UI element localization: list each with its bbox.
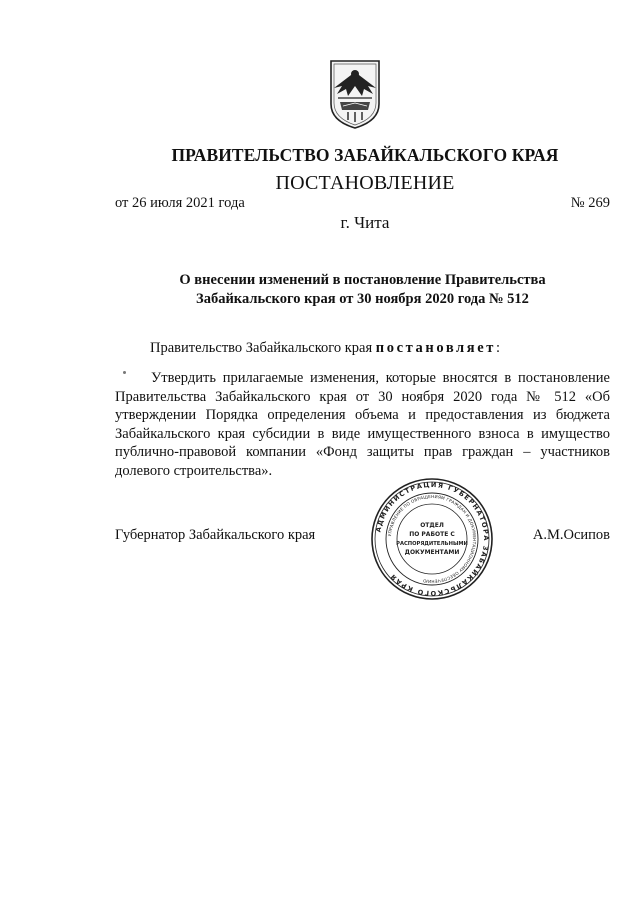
- document-city: г. Чита: [340, 213, 390, 232]
- stamp-center-line-1: ОТДЕЛ: [420, 522, 444, 529]
- document-date: от 26 июля 2021 года: [115, 195, 245, 211]
- organization-title: ПРАВИТЕЛЬСТВО ЗАБАЙКАЛЬСКОГО КРАЯ: [171, 145, 559, 165]
- stamp-center-line-3: РАСПОРЯДИТЕЛЬНЫМИ: [396, 541, 468, 547]
- stamp-inner-text: УПРАВЛЕНИЕ ПО ОБРАЩЕНИЯМ ГРАЖДАН И ДОКУМЕНТАЦИОННОМУ ОБЕСПЕЧЕНИЮ: [387, 493, 478, 585]
- document-number: № 269: [570, 195, 610, 211]
- svg-text:УПРАВЛЕНИЕ ПО ОБРАЩЕНИЯМ ГРАЖД: [387, 494, 477, 584]
- coat-of-arms-icon: [328, 58, 382, 130]
- document-subject: [115, 271, 610, 309]
- intro-spaced-verb: постановляет: [375, 340, 496, 356]
- stamp-center-line-4: ДОКУМЕНТАМИ: [404, 549, 460, 556]
- stamp-outer-text: АДМИНИСТРАЦИЯ ГУБЕРНАТОРА ЗАБАЙКАЛЬСКОГО КРАЯ: [374, 480, 491, 598]
- resolution-intro: [150, 340, 500, 357]
- signatory-role: Губернатор Забайкальского края: [115, 527, 316, 543]
- resolution-paragraph: Утвердить прилагаемые изменения, которые вносятся в постановление Правительства Забайкальского края от 30 ноября 2020 года № 512 «Об утверждении Порядка определения объема и предоставления из бюджета Забайкальского края субсидии в виде имущественного взноса в имущество публично-правовой компании «Фонд защиты прав граждан – участников долевого строительства».: [115, 370, 610, 479]
- subject-line-1: О внесении изменений в постановление Правительства: [179, 272, 546, 288]
- subject-line-2: Забайкальского края от 30 ноября 2020 года № 512: [196, 291, 529, 307]
- stamp-center-line-2: ПО РАБОТЕ С: [409, 531, 455, 538]
- document-type: ПОСТАНОВЛЕНИЕ: [275, 172, 455, 194]
- signatory-name: А.М.Осипов: [532, 527, 610, 543]
- intro-prefix: Правительство Забайкальского края: [150, 340, 373, 356]
- intro-suffix: :: [496, 340, 501, 356]
- official-stamp: [370, 477, 494, 601]
